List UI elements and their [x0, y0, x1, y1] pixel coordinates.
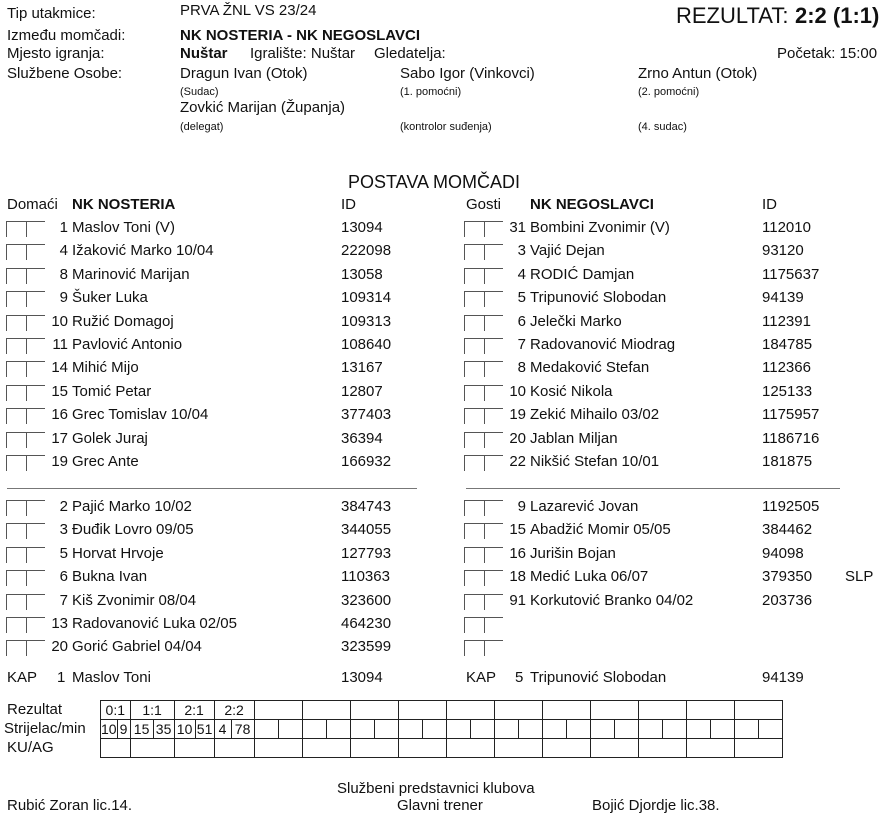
- scorer-cell: [470, 720, 494, 739]
- marker-box: [6, 640, 26, 656]
- ku-cell: [590, 739, 638, 758]
- player-name-text: Medaković Stefan: [530, 359, 650, 377]
- player-name: [72, 383, 151, 401]
- home-id-header: ID: [341, 196, 356, 213]
- player-note: 10/02: [154, 498, 192, 515]
- score-row-label: Rezultat: [7, 701, 63, 718]
- player-name: [530, 568, 648, 586]
- player-id: 127793: [341, 544, 392, 562]
- player-number: 13: [51, 615, 68, 632]
- scorer-cell: [518, 720, 542, 739]
- scorer-cell: [662, 720, 686, 739]
- player-name-text: Pajić Marko: [72, 498, 151, 515]
- player-name-text: Nikšić Stefan: [530, 453, 618, 470]
- scorer-cell: [374, 720, 398, 739]
- venue-label: Mjesto igranja:: [7, 45, 105, 62]
- player-id: 13094: [341, 219, 383, 236]
- marker-box: [464, 594, 484, 610]
- marker-box: [484, 617, 503, 633]
- player-name: [530, 336, 675, 354]
- player-number: 20: [509, 429, 526, 447]
- player-name: [72, 242, 214, 260]
- divider: [7, 488, 417, 489]
- scorer-row: [101, 720, 783, 739]
- player-name-text: Jablan Miljan: [530, 429, 618, 447]
- player-id: 1175957: [762, 406, 820, 424]
- score-row: [101, 701, 783, 720]
- player-name-text: Ižaković Marko: [72, 242, 173, 260]
- player-status: SLP: [845, 568, 874, 586]
- scorer-cell: [542, 720, 566, 739]
- score-cell: [398, 701, 446, 720]
- player-id: 323599: [341, 638, 392, 656]
- marker-box: [464, 244, 484, 260]
- player-number: 19: [509, 406, 526, 424]
- scorer-cell: [638, 720, 662, 739]
- marker-box: [6, 617, 26, 633]
- player-number: 91: [509, 591, 526, 609]
- player-number: 16: [51, 406, 68, 424]
- player-name: [72, 615, 237, 633]
- marker-box: [464, 547, 484, 563]
- player-name: [72, 521, 194, 539]
- marker-box: [484, 640, 503, 656]
- player-name-text: Đuđik Lovro: [72, 521, 153, 539]
- marker-box: [464, 291, 484, 307]
- scorer-cell: [398, 720, 422, 739]
- scorer-cell: [278, 720, 302, 739]
- player-id: 94098: [762, 544, 804, 562]
- scorer-cell: 10: [174, 720, 195, 739]
- marker-box: [464, 315, 484, 331]
- ku-cell: [734, 739, 782, 758]
- away-captain-number: 5: [515, 669, 524, 686]
- marker-box: [6, 338, 26, 354]
- official-role: (delegat): [180, 121, 224, 133]
- player-name-text: Gorić Gabriel: [72, 638, 161, 656]
- player-name-text: RODIĆ Damjan: [530, 265, 635, 283]
- away-id-header: ID: [762, 196, 777, 213]
- ku-cell: [638, 739, 686, 758]
- marker-box: [6, 385, 26, 401]
- marker-box: [6, 361, 26, 377]
- marker-box: [464, 617, 484, 633]
- scorer-cell: [446, 720, 470, 739]
- scorer-cell: [326, 720, 350, 739]
- player-note: 04/04: [164, 638, 202, 656]
- player-name: [72, 568, 147, 586]
- player-name: [530, 266, 634, 284]
- home-captain-number: 1: [57, 669, 66, 686]
- player-name-text: Radovanović Miodrag: [530, 336, 676, 353]
- player-name: [72, 313, 174, 331]
- ku-cell: [130, 739, 174, 758]
- player-id: 109313: [341, 312, 392, 330]
- marker-box: [6, 221, 26, 237]
- scorer-cell: [254, 720, 278, 739]
- marker-box: [6, 455, 26, 471]
- marker-box: [6, 500, 26, 516]
- ku-cell: [494, 739, 542, 758]
- player-name-text: Kosić Nikola: [530, 382, 613, 400]
- player-id: 181875: [762, 453, 813, 470]
- player-name: [530, 313, 622, 331]
- scorer-cell: 35: [153, 720, 174, 739]
- head-coach-label: Glavni trener: [397, 797, 483, 814]
- marker-box: [464, 385, 484, 401]
- player-name: [72, 336, 182, 354]
- player-id: 1192505: [762, 498, 820, 515]
- player-note: 03/02: [621, 406, 660, 424]
- player-id: 1175637: [762, 265, 820, 283]
- official-name: Sabo Igor (Vinkovci): [400, 65, 535, 82]
- officials-label: Službene Osobe:: [7, 65, 123, 82]
- player-name-text: Vajić Dejan: [530, 242, 605, 260]
- pitch-label: Igralište: Nuštar: [250, 45, 356, 62]
- away-captain-label: KAP: [466, 669, 497, 686]
- player-note: 09/05: [156, 521, 194, 539]
- player-id: 94139: [762, 289, 804, 307]
- player-id: 112366: [762, 359, 811, 377]
- player-name-text: Abadžić Momir: [530, 521, 630, 539]
- scorer-row-label: Strijelac/min: [4, 720, 86, 737]
- player-number: 7: [517, 336, 526, 353]
- marker-box: [6, 408, 26, 424]
- marker-box: [464, 221, 484, 237]
- player-note: (V): [154, 219, 175, 236]
- player-number: 16: [509, 544, 526, 562]
- player-name: [72, 266, 190, 284]
- score-cell: [254, 701, 302, 720]
- player-name: [530, 359, 649, 377]
- ku-cell: [542, 739, 590, 758]
- marker-box: [464, 361, 484, 377]
- marker-box: [6, 570, 26, 586]
- player-number: 4: [59, 242, 68, 260]
- between-value: NK NOSTERIA - NK NEGOSLAVCI: [180, 27, 421, 44]
- scorer-cell: [494, 720, 518, 739]
- ku-cell: [302, 739, 350, 758]
- scorer-cell: [686, 720, 710, 739]
- score-cell: 2:2: [214, 701, 254, 720]
- scorer-cell: [734, 720, 758, 739]
- player-id: 1186716: [762, 429, 820, 447]
- ku-cell: [101, 739, 131, 758]
- official-name: Zovkić Marijan (Županja): [180, 99, 346, 116]
- player-number: 14: [51, 359, 68, 377]
- player-id: 464230: [341, 615, 392, 632]
- home-representative: Rubić Zoran lic.14.: [7, 797, 133, 814]
- player-name: [530, 406, 659, 424]
- marker-box: [6, 315, 26, 331]
- scorer-cell: [302, 720, 326, 739]
- scorer-cell: 78: [231, 720, 254, 739]
- player-note: 02/05: [199, 615, 237, 632]
- start-time: Početak: 15:00: [777, 45, 878, 62]
- player-number: 20: [51, 638, 68, 656]
- player-number: 4: [517, 265, 526, 283]
- player-note: (V): [649, 219, 670, 236]
- score-cell: [446, 701, 494, 720]
- scorer-cell: [758, 720, 782, 739]
- player-name-text: Lazarević Jovan: [530, 498, 639, 515]
- player-id: 377403: [341, 406, 392, 424]
- player-name-text: Grec Tomislav: [72, 406, 167, 424]
- player-name-text: Grec Ante: [72, 453, 139, 470]
- player-name-text: Maslov Toni: [72, 219, 151, 236]
- score-cell: [542, 701, 590, 720]
- marker-box: [464, 268, 484, 284]
- player-note: 10/04: [176, 242, 214, 260]
- player-name-text: Medić Luka: [530, 568, 607, 586]
- player-number: 5: [517, 289, 526, 307]
- home-side-label: Domaći: [7, 196, 58, 213]
- player-number: 2: [59, 498, 68, 515]
- player-note: 08/04: [158, 591, 197, 609]
- ku-row-label: KU/AG: [7, 739, 54, 756]
- venue-value: Nuštar: [180, 45, 228, 62]
- player-number: 3: [59, 521, 68, 539]
- match-type-value: PRVA ŽNL VS 23/24: [180, 2, 317, 19]
- player-number: 6: [59, 568, 68, 586]
- player-name-text: Jelečki Marko: [530, 312, 622, 330]
- player-id: 384462: [762, 521, 813, 539]
- official-name: Dragun Ivan (Otok): [180, 65, 308, 82]
- scorer-cell: 4: [214, 720, 231, 739]
- score-cell: [590, 701, 638, 720]
- score-cell: [302, 701, 350, 720]
- player-name: [530, 453, 659, 471]
- ku-row: [101, 739, 783, 758]
- marker-box: [464, 338, 484, 354]
- between-label: Između momčadi:: [7, 27, 126, 44]
- marker-box: [6, 594, 26, 610]
- home-captain-name: Maslov Toni: [72, 669, 151, 686]
- player-note: 05/05: [633, 521, 671, 539]
- player-name-text: Radovanović Luka: [72, 615, 196, 632]
- player-id: 384743: [341, 498, 392, 515]
- lineup-title: POSTAVA MOMČADI: [348, 172, 521, 192]
- player-number: 5: [59, 544, 68, 562]
- official-role: (2. pomoćni): [638, 86, 700, 98]
- player-id: 125133: [762, 382, 813, 400]
- marker-box: [464, 523, 484, 539]
- score-cell: [734, 701, 782, 720]
- player-name: [72, 498, 192, 516]
- result-label: REZULTAT:: [676, 3, 789, 28]
- ku-cell: [686, 739, 734, 758]
- marker-box: [6, 523, 26, 539]
- score-cell: [686, 701, 734, 720]
- home-team-name: NK NOSTERIA: [72, 196, 176, 213]
- player-id: 109314: [341, 289, 392, 307]
- player-name: [72, 453, 139, 471]
- player-number: 10: [509, 382, 526, 400]
- spectators-label: Gledatelja:: [374, 45, 446, 62]
- official-name: Zrno Antun (Otok): [638, 65, 758, 82]
- player-number: 9: [59, 289, 68, 307]
- player-name-text: Horvat Hrvoje: [72, 544, 164, 562]
- player-name: [72, 430, 148, 448]
- player-id: 112010: [762, 219, 811, 236]
- player-name-text: Marinović Marijan: [72, 265, 190, 283]
- player-name: [72, 289, 148, 307]
- player-name: [72, 219, 175, 237]
- ku-cell: [350, 739, 398, 758]
- reps-label: Službeni predstavnici klubova: [337, 780, 535, 797]
- ku-cell: [254, 739, 302, 758]
- player-name: [530, 545, 616, 563]
- marker-box: [464, 432, 484, 448]
- scorer-cell: [566, 720, 590, 739]
- player-name-text: Tomić Petar: [72, 382, 152, 400]
- player-number: 7: [59, 591, 68, 609]
- official-role: (Sudac): [180, 86, 219, 98]
- score-cell: 2:1: [174, 701, 214, 720]
- score-cell: [494, 701, 542, 720]
- scoring-table: [100, 700, 783, 758]
- score-cell: 1:1: [130, 701, 174, 720]
- ku-cell: [398, 739, 446, 758]
- match-type-label: Tip utakmice:: [7, 5, 96, 22]
- marker-box: [464, 570, 484, 586]
- score-cell: [350, 701, 398, 720]
- player-name-text: Šuker Luka: [72, 289, 148, 307]
- home-captain-label: KAP: [7, 669, 38, 686]
- marker-box: [464, 500, 484, 516]
- marker-box: [6, 244, 26, 260]
- player-name: [530, 521, 671, 539]
- away-team-name: NK NEGOSLAVCI: [530, 196, 654, 213]
- score-cell: 0:1: [101, 701, 131, 720]
- away-representative: Bojić Djordje lic.38.: [592, 797, 720, 814]
- marker-box: [6, 547, 26, 563]
- player-name: [530, 383, 613, 401]
- marker-box: [464, 408, 484, 424]
- result-value: 2:2 (1:1): [795, 3, 880, 28]
- player-number: 18: [509, 568, 526, 586]
- divider: [466, 488, 840, 489]
- player-number: 3: [517, 242, 526, 260]
- player-name: [72, 592, 196, 610]
- player-number: 1: [59, 219, 68, 236]
- player-name: [72, 638, 202, 656]
- player-number: 8: [59, 265, 68, 283]
- score-cell: [638, 701, 686, 720]
- scorer-cell: 10: [101, 721, 117, 737]
- player-name: [72, 359, 139, 377]
- player-name-text: Golek Juraj: [72, 429, 148, 447]
- away-captain-id: 94139: [762, 669, 804, 686]
- player-id: 36394: [341, 429, 383, 447]
- marker-box: [464, 640, 484, 656]
- player-name-text: Ružić Domagoj: [72, 312, 174, 330]
- scorer-cell: 15: [130, 720, 153, 739]
- player-name: [72, 406, 208, 424]
- player-number: 15: [509, 521, 526, 539]
- player-name: [530, 592, 693, 610]
- player-name-text: Mihić Mijo: [72, 359, 139, 377]
- player-name: [530, 498, 638, 516]
- scorer-cell: 9: [117, 720, 130, 739]
- away-side-label: Gosti: [466, 196, 502, 213]
- player-name: [530, 430, 618, 448]
- player-number: 31: [509, 219, 526, 236]
- marker-box: [6, 432, 26, 448]
- player-number: 8: [517, 359, 526, 377]
- player-name-text: Jurišin Bojan: [530, 544, 616, 562]
- ku-cell: [174, 739, 214, 758]
- player-id: 203736: [762, 591, 813, 609]
- player-name-text: Kiš Zvonimir: [72, 591, 155, 609]
- player-number: 10: [51, 312, 68, 330]
- player-name-text: Zekić Mihailo: [530, 406, 618, 424]
- player-id: 112391: [762, 312, 811, 330]
- player-id: 379350: [762, 568, 813, 586]
- player-id: 110363: [341, 568, 390, 586]
- player-note: 04/02: [655, 591, 694, 609]
- player-number: 6: [517, 312, 526, 330]
- marker-box: [6, 291, 26, 307]
- player-id: 93120: [762, 242, 804, 260]
- player-name-text: Korkutović Branko: [530, 591, 652, 609]
- ku-cell: [446, 739, 494, 758]
- player-id: 13058: [341, 265, 383, 283]
- player-name: [530, 242, 605, 260]
- player-id: 344055: [341, 521, 392, 539]
- player-note: 10/01: [621, 453, 660, 470]
- player-name-text: Pavlović Antonio: [72, 336, 183, 353]
- marker-box: [464, 455, 484, 471]
- player-number: 17: [51, 429, 68, 447]
- player-name: [530, 289, 666, 307]
- scorer-cell: [710, 720, 734, 739]
- player-name-text: Tripunović Slobodan: [530, 289, 667, 307]
- away-captain-name: Tripunović Slobodan: [530, 669, 667, 686]
- scorer-cell: 51: [196, 721, 213, 737]
- player-id: 166932: [341, 453, 392, 470]
- player-number: 11: [52, 336, 68, 353]
- player-id: 184785: [762, 336, 813, 353]
- player-number: 15: [51, 382, 68, 400]
- player-number: 19: [51, 453, 68, 470]
- player-number: 9: [517, 498, 526, 515]
- official-role: (kontrolor suđenja): [400, 121, 492, 133]
- player-id: 108640: [341, 336, 392, 353]
- official-role: (4. sudac): [638, 121, 687, 133]
- player-name-text: Bombini Zvonimir: [530, 219, 646, 236]
- player-name-text: Bukna Ivan: [72, 568, 148, 586]
- player-name: [530, 219, 670, 237]
- ku-cell: [214, 739, 254, 758]
- player-id: 323600: [341, 591, 392, 609]
- player-number: 22: [509, 453, 526, 470]
- player-note: 10/04: [170, 406, 209, 424]
- scorer-cell: [590, 720, 614, 739]
- player-name: [72, 545, 164, 563]
- marker-box: [6, 268, 26, 284]
- official-role: (1. pomoćni): [400, 86, 462, 98]
- home-captain-id: 13094: [341, 669, 383, 686]
- scorer-cell: [350, 720, 374, 739]
- player-id: 13167: [341, 359, 383, 377]
- scorer-cell: [422, 720, 446, 739]
- player-note: 06/07: [610, 568, 649, 586]
- player-id: 222098: [341, 242, 392, 260]
- player-id: 12807: [341, 382, 383, 400]
- scorer-cell: [614, 720, 638, 739]
